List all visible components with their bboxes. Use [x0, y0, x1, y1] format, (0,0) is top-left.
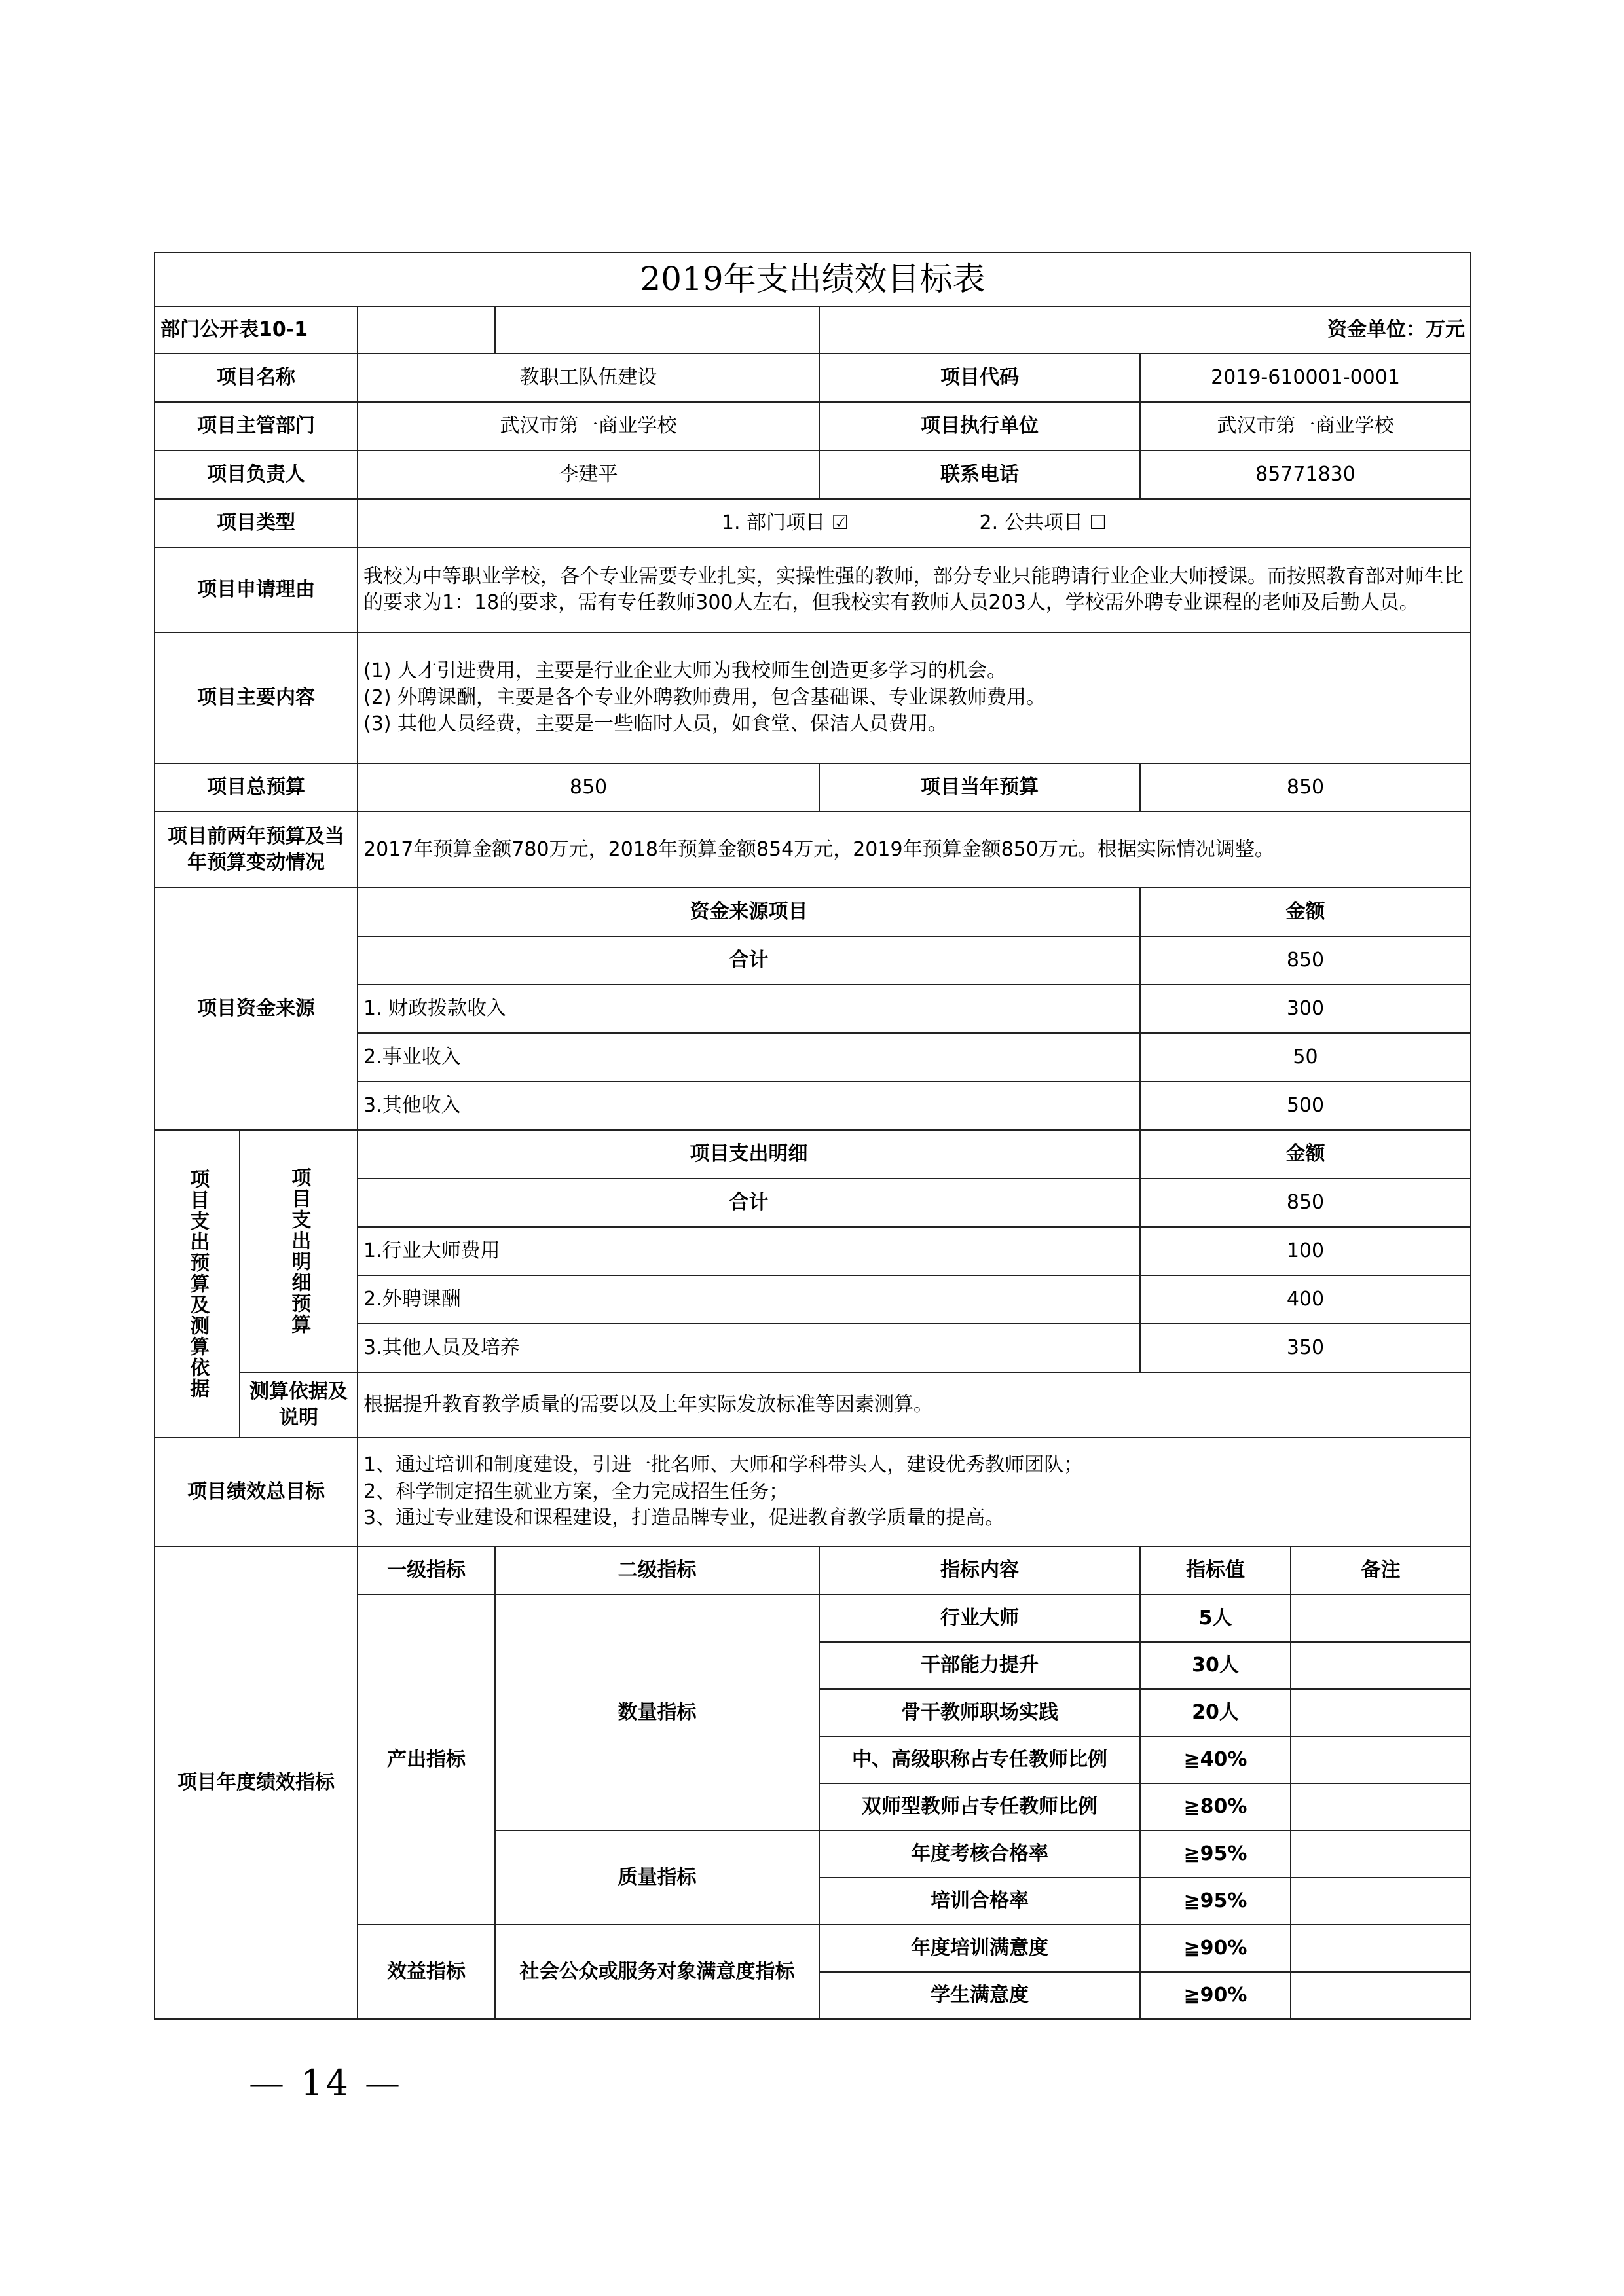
exp-item-amount: 100 — [1140, 1227, 1471, 1275]
fund-item-name: 1. 财政拨款收入 — [358, 985, 1140, 1033]
indicator-content: 培训合格率 — [819, 1878, 1140, 1925]
empty-cell — [495, 306, 819, 354]
label-reason: 项目申请理由 — [155, 547, 358, 632]
quality-indicator: 质量指标 — [495, 1831, 819, 1925]
exp-item-name: 2.外聘课酬 — [358, 1275, 1140, 1324]
level1-header: 一级指标 — [358, 1546, 495, 1595]
fund-sum-value: 850 — [1140, 936, 1471, 985]
total-budget: 850 — [358, 763, 819, 812]
fund-item-name: 2.事业收入 — [358, 1033, 1140, 1082]
performance-target-sheet — [154, 252, 1470, 2020]
table-code: 部门公开表10-1 — [155, 306, 358, 354]
indicator-content: 行业大师 — [819, 1595, 1140, 1642]
label-type: 项目类型 — [155, 499, 358, 547]
prev-budget: 2017年预算金额780万元，2018年预算金额854万元，2019年预算金额850万元。根据实际情况调整。 — [358, 812, 1471, 888]
indicator-value: ≧80% — [1140, 1783, 1291, 1831]
indicator-value: ≧90% — [1140, 1972, 1291, 2019]
content-line: (1) 人才引进费用，主要是行业企业大师为我校师生创造更多学习的机会。 — [363, 659, 1007, 683]
goal-line: 1、通过培训和制度建设，引进一批名师、大师和学科带头人，建设优秀教师团队； — [363, 1453, 1084, 1477]
label-perf-goal: 项目绩效总目标 — [155, 1438, 358, 1546]
indicator-remark — [1291, 1595, 1471, 1642]
perf-goals — [358, 1438, 1471, 1546]
indicator-content: 中、高级职称占专任教师比例 — [819, 1736, 1140, 1783]
fund-item-amount: 500 — [1140, 1082, 1471, 1130]
type-public-option: 2. 公共项目 ☐ — [979, 511, 1107, 534]
label-basis: 测算依据及说明 — [240, 1372, 358, 1438]
indicator-remark — [1291, 1783, 1471, 1831]
project-owner: 李建平 — [358, 450, 819, 499]
exp-item-amount: 350 — [1140, 1324, 1471, 1372]
project-name: 教职工队伍建设 — [358, 354, 819, 402]
fund-item-amount: 300 — [1140, 985, 1471, 1033]
goal-line: 3、通过专业建设和课程建设，打造品牌专业，促进教育教学质量的提高。 — [363, 1506, 1005, 1530]
exp-item-header: 项目支出明细 — [358, 1130, 1140, 1178]
project-type — [358, 499, 1471, 547]
exp-amount-header: 金额 — [1140, 1130, 1471, 1178]
indicator-value: ≧90% — [1140, 1925, 1291, 1972]
remark-header: 备注 — [1291, 1546, 1471, 1595]
exp-basis: 根据提升教育教学质量的需要以及上年实际发放标准等因素测算。 — [358, 1372, 1471, 1438]
exp-item-name: 3.其他人员及培养 — [358, 1324, 1140, 1372]
project-reason: 我校为中等职业学校，各个专业需要专业扎实，实操性强的教师，部分专业只能聘请行业企业大师授课。而按照教育部对师生比的要求为1：18的要求，需有专任教师300人左右，但我校实有教师人员203人，学校需外聘专业课程的老师及后勤人员。 — [358, 547, 1471, 632]
label-year-budget: 项目当年预算 — [819, 763, 1140, 812]
year-budget: 850 — [1140, 763, 1471, 812]
label-total-budget: 项目总预算 — [155, 763, 358, 812]
fund-item-header: 资金来源项目 — [358, 888, 1140, 936]
label-project-code: 项目代码 — [819, 354, 1140, 402]
label-content: 项目主要内容 — [155, 632, 358, 763]
label-project-name: 项目名称 — [155, 354, 358, 402]
benefit-indicator: 效益指标 — [358, 1925, 495, 2019]
content-line: (2) 外聘课酬，主要是各个专业外聘教师费用，包含基础课、专业课教师费用。 — [363, 685, 1046, 709]
indicator-value: ≧95% — [1140, 1878, 1291, 1925]
indicator-content: 骨干教师职场实践 — [819, 1689, 1140, 1736]
label-phone: 联系电话 — [819, 450, 1140, 499]
indicator-content: 年度考核合格率 — [819, 1831, 1140, 1878]
project-content — [358, 632, 1471, 763]
content-header: 指标内容 — [819, 1546, 1140, 1595]
indicator-content: 干部能力提升 — [819, 1642, 1140, 1689]
fund-item-name: 3.其他收入 — [358, 1082, 1140, 1130]
indicator-value: ≧95% — [1140, 1831, 1291, 1878]
indicator-value: ≧40% — [1140, 1736, 1291, 1783]
type-dept-option: 1. 部门项目 ☑ — [721, 511, 849, 534]
indicator-remark — [1291, 1642, 1471, 1689]
label-prev-budget: 项目前两年预算及当年预算变动情况 — [155, 812, 358, 888]
page-number: — 14 — — [249, 2062, 403, 2104]
label-exec: 项目执行单位 — [819, 402, 1140, 450]
unit-label: 资金单位：万元 — [819, 306, 1471, 354]
indicator-remark — [1291, 1736, 1471, 1783]
project-code: 2019-610001-0001 — [1140, 354, 1471, 402]
label-exp-outer: 项目支出预算及测算依据 — [155, 1130, 240, 1438]
content-line: (3) 其他人员经费，主要是一些临时人员，如食堂、保洁人员费用。 — [363, 712, 948, 736]
indicator-remark — [1291, 1689, 1471, 1736]
fund-item-amount: 50 — [1140, 1033, 1471, 1082]
fund-amount-header: 金额 — [1140, 888, 1471, 936]
indicator-remark — [1291, 1831, 1471, 1878]
label-perf-index: 项目年度绩效指标 — [155, 1546, 358, 2019]
label-dept: 项目主管部门 — [155, 402, 358, 450]
label-fund-source: 项目资金来源 — [155, 888, 358, 1130]
exp-sum-value: 850 — [1140, 1178, 1471, 1227]
indicator-value: 5人 — [1140, 1595, 1291, 1642]
empty-cell — [358, 306, 495, 354]
project-phone: 85771830 — [1140, 450, 1471, 499]
fund-sum-label: 合计 — [358, 936, 1140, 985]
output-indicator: 产出指标 — [358, 1595, 495, 1925]
satisfaction-indicator: 社会公众或服务对象满意度指标 — [495, 1925, 819, 2019]
exp-item-name: 1.行业大师费用 — [358, 1227, 1140, 1275]
project-exec: 武汉市第一商业学校 — [1140, 402, 1471, 450]
exp-item-amount: 400 — [1140, 1275, 1471, 1324]
quantity-indicator: 数量指标 — [495, 1595, 819, 1831]
indicator-content: 学生满意度 — [819, 1972, 1140, 2019]
indicator-remark — [1291, 1972, 1471, 2019]
indicator-value: 20人 — [1140, 1689, 1291, 1736]
label-owner: 项目负责人 — [155, 450, 358, 499]
exp-sum-label: 合计 — [358, 1178, 1140, 1227]
indicator-content: 双师型教师占专任教师比例 — [819, 1783, 1140, 1831]
label-exp-inner: 项目支出明细预算 — [240, 1130, 358, 1372]
indicator-content: 年度培训满意度 — [819, 1925, 1140, 1972]
performance-table — [154, 252, 1471, 2020]
value-header: 指标值 — [1140, 1546, 1291, 1595]
indicator-remark — [1291, 1925, 1471, 1972]
project-dept: 武汉市第一商业学校 — [358, 402, 819, 450]
indicator-value: 30人 — [1140, 1642, 1291, 1689]
indicator-remark — [1291, 1878, 1471, 1925]
level2-header: 二级指标 — [495, 1546, 819, 1595]
page-title: 2019年支出绩效目标表 — [155, 253, 1471, 306]
goal-line: 2、科学制定招生就业方案，全力完成招生任务； — [363, 1480, 789, 1503]
